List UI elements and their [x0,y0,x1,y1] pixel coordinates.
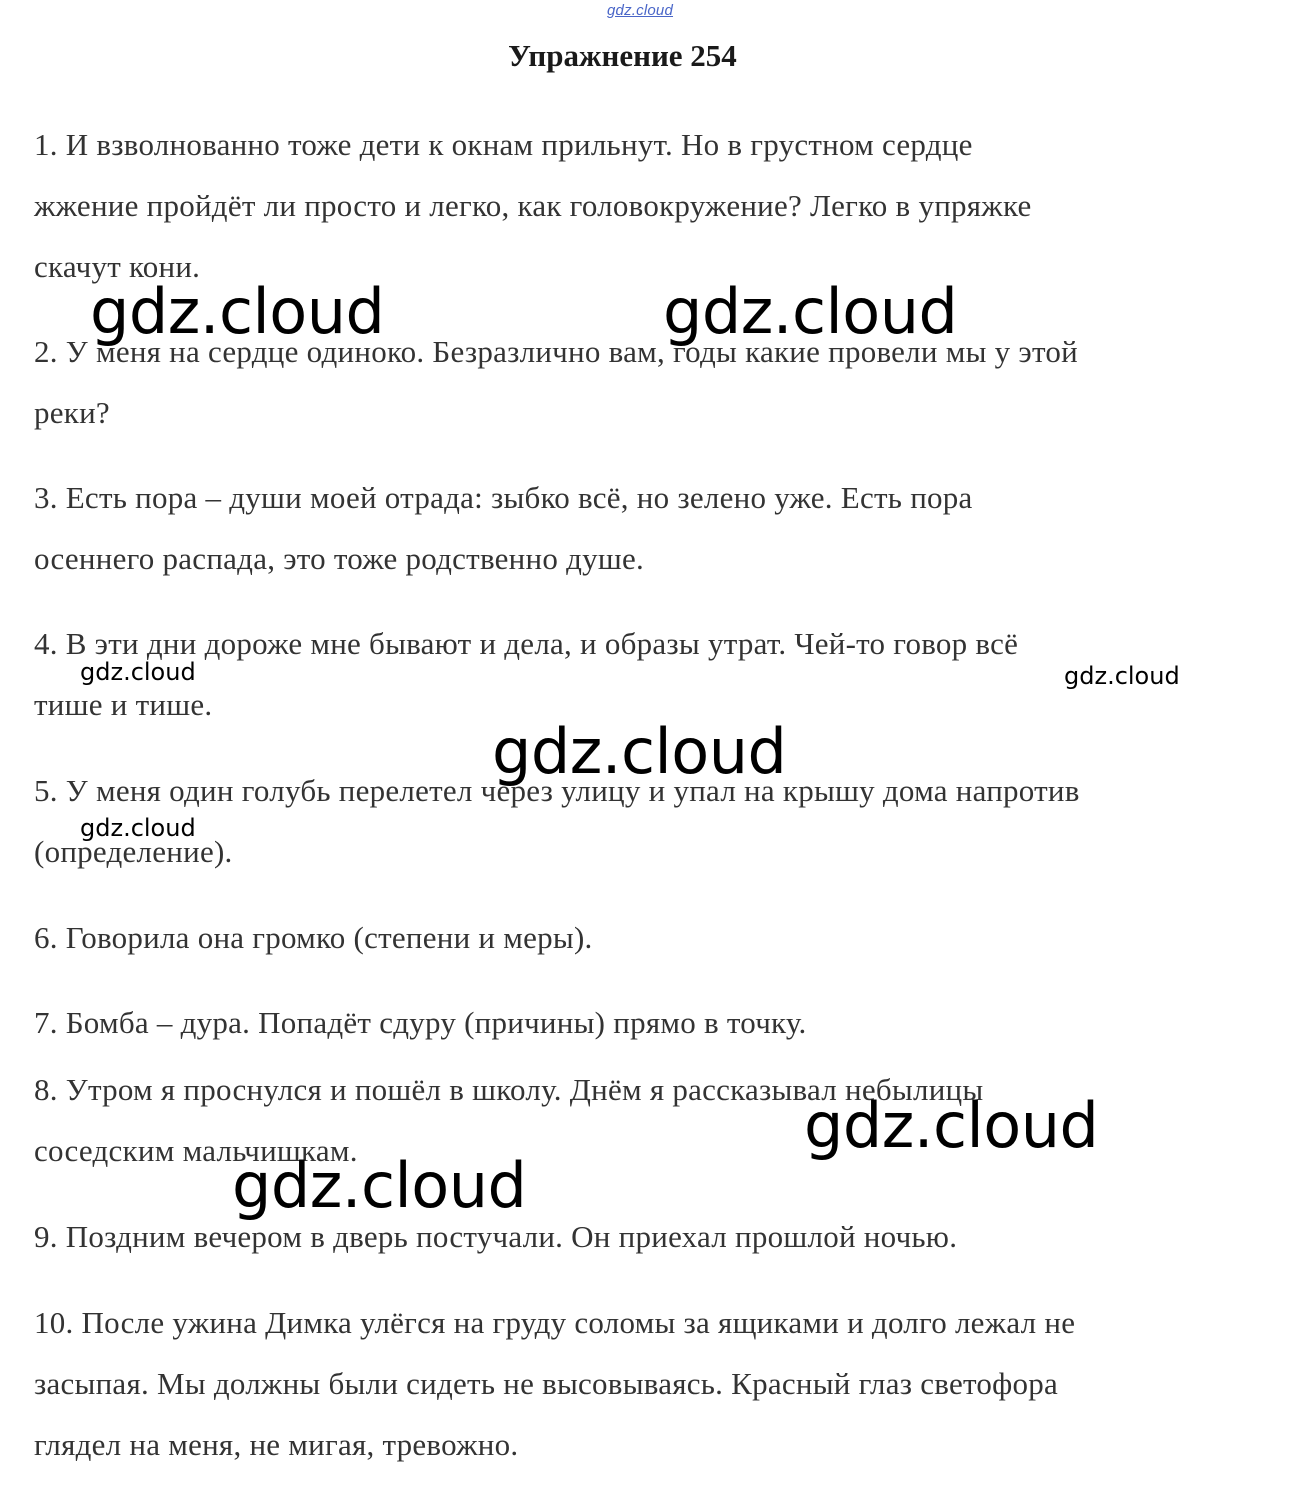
paragraph-line: соседским мальчишкам. [34,1133,358,1168]
paragraph-line: скачут кони. [34,249,201,284]
paragraph-line: 8. Утром я проснулся и пошёл в школу. Днём я рассказывал небылицы [34,1072,984,1107]
paragraph-line: засыпая. Мы должны были сидеть не высовываясь. Красный глаз светофора [34,1366,1058,1401]
answer-paragraph-10 [34,1292,1075,1475]
answer-paragraph-3 [34,467,973,589]
paragraph-line: тише и тише. [34,687,213,722]
paragraph-line: 5. У меня один голубь перелетел через улицу и упал на крышу дома напротив [34,773,1080,808]
paragraph-line: 10. После ужина Димка улёгся на груду соломы за ящиками и долго лежал не [34,1305,1076,1340]
paragraph-line: 7. Бомба – дура. Попадёт сдуру (причины) прямо в точку. [34,1005,807,1040]
watermark: gdz.cloud [90,275,385,348]
answer-paragraph-7 [34,992,807,1053]
watermark: gdz.cloud [232,1149,527,1222]
answer-paragraph-1 [34,114,1032,297]
paragraph-line: 4. В эти дни дороже мне бывают и дела, и образы утрат. Чей-то говор всё [34,626,1019,661]
watermark: gdz.cloud [492,715,787,788]
watermark: gdz.cloud [663,275,958,348]
paragraph-line: 3. Есть пора – души моей отрада: зыбко всё, но зелено уже. Есть пора [34,480,973,515]
paragraph-line: глядел на меня, не мигая, тревожно. [34,1427,519,1462]
paragraph-line: 2. У меня на сердце одиноко. Безразлично вам, годы какие провели мы у этой [34,334,1078,369]
watermark: gdz.cloud [1064,662,1180,690]
paragraph-line: 9. Поздним вечером в дверь постучали. Он приехал прошлой ночью. [34,1219,958,1254]
paragraph-line: осеннего распада, это тоже родственно душе. [34,541,645,576]
paragraph-line: 1. И взволнованно тоже дети к окнам прильнут. Но в грустном сердце [34,127,973,162]
watermark: gdz.cloud [804,1089,1099,1162]
watermark: gdz.cloud [80,658,196,686]
watermark: gdz.cloud [80,814,196,842]
answer-paragraph-6 [34,907,593,968]
exercise-title: Упражнение 254 [508,38,737,73]
paragraph-line: (определение). [34,834,233,869]
site-mark-link[interactable]: gdz.cloud [607,2,674,19]
paragraph-line: 6. Говорила она громко (степени и меры). [34,920,593,955]
paragraph-line: жжение пройдёт ли просто и легко, как головокружение? Легко в упряжке [34,188,1032,223]
paragraph-line: реки? [34,395,110,430]
